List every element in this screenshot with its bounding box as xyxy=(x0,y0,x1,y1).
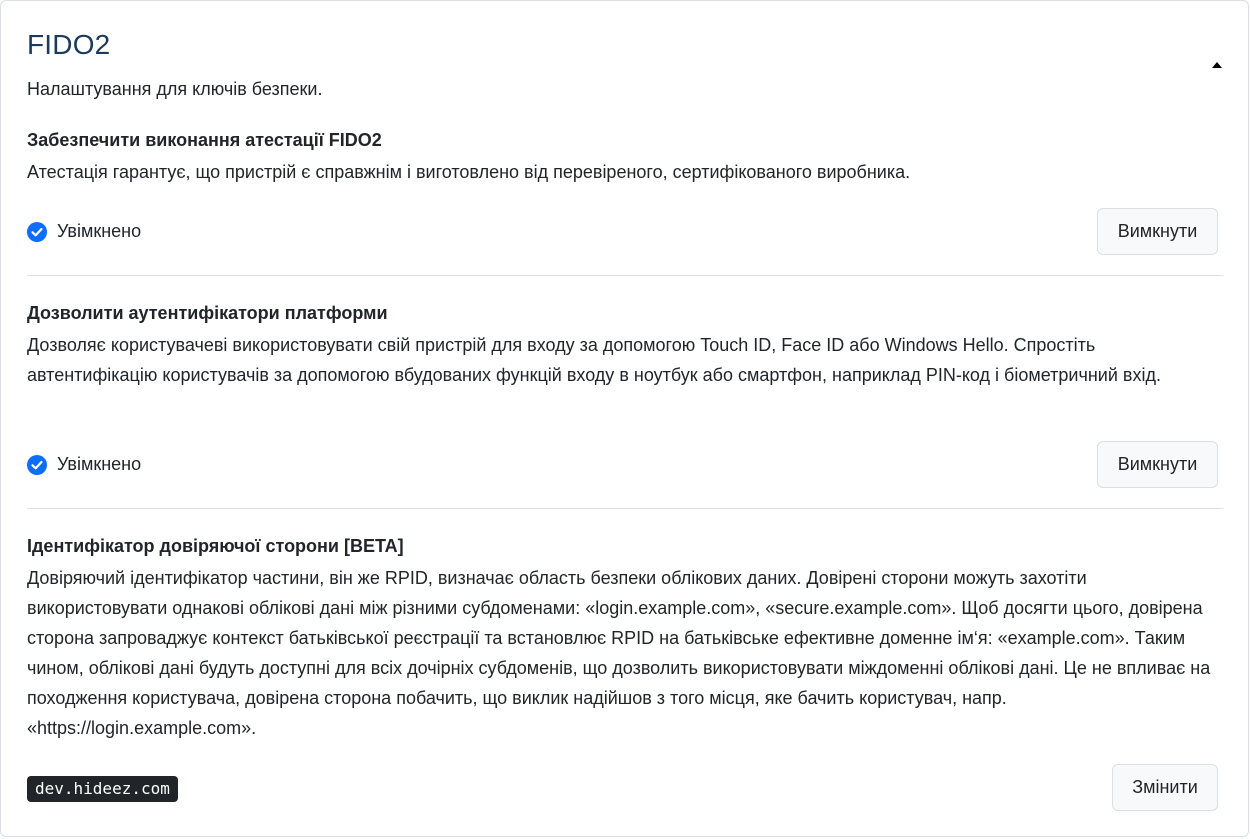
attestation-status xyxy=(27,221,141,242)
attestation-section xyxy=(27,125,1223,187)
relying-party-description: Довіряючий ідентифікатор частини, він же RPID, визначає область безпеки облікових даних. Довірені сторони можуть захотіти використовувати однакові облікові дані між різними субдоменами: «login.example.com», «secure.example.com». Щоб досягти цього, довірена сторона запроваджує контекст батьківської реєстрації та встановлює RPID на батьківське ефективне доменне ім‘я: «example.com». Таким чином, облікові дані будуть доступні для всіх дочірніх субдоменів, що дозволить використовувати міждоменні облікові дані. Це не впливає на походження користувача, довірена сторона побачить, що виклик надійшов з того місця, яке бачить користувач, напр. «https://login.example.com». xyxy=(27,568,1211,738)
attestation-title: Забезпечити виконання атестації FIDO2 xyxy=(27,130,382,150)
attestation-status-label: Увімкнено xyxy=(57,221,142,241)
rpid-change-button[interactable]: Змінити xyxy=(1112,764,1218,811)
attestation-disable-button[interactable]: Вимкнути xyxy=(1097,208,1218,255)
platform-authenticators-status xyxy=(27,454,141,475)
check-circle-icon xyxy=(27,222,47,242)
relying-party-title: Ідентифікатор довіряючої сторони [BETA] xyxy=(27,536,404,556)
platform-authenticators-section xyxy=(27,298,1223,390)
relying-party-section xyxy=(27,531,1223,743)
platform-authenticators-title: Дозволити аутентифікатори платформи xyxy=(27,303,388,323)
divider xyxy=(27,275,1223,276)
caret-up-icon xyxy=(1211,61,1223,69)
card-title: FIDO2 xyxy=(27,29,111,60)
divider xyxy=(27,508,1223,509)
collapse-toggle-button[interactable] xyxy=(1201,53,1233,77)
platform-authenticators-disable-button[interactable]: Вимкнути xyxy=(1097,441,1218,488)
card-subtitle: Налаштування для ключів безпеки. xyxy=(27,79,323,99)
platform-authenticators-status-label: Увімкнено xyxy=(57,454,142,474)
rpid-value: dev.hideez.com xyxy=(27,776,178,802)
check-circle-icon xyxy=(27,455,47,475)
platform-authenticators-description: Дозволяє користувачеві використовувати свій пристрій для входу за допомогою Touch ID, Face ID або Windows Hello. Спростіть автентифікацію користувачів за допомогою вбудованих функцій входу в ноутбук або смартфон, наприклад PIN-код і біометричний вхід. xyxy=(27,335,1161,385)
attestation-description: Атестація гарантує, що пристрій є справжнім і виготовлено від перевіреного, сертифікованого виробника. xyxy=(27,162,911,182)
